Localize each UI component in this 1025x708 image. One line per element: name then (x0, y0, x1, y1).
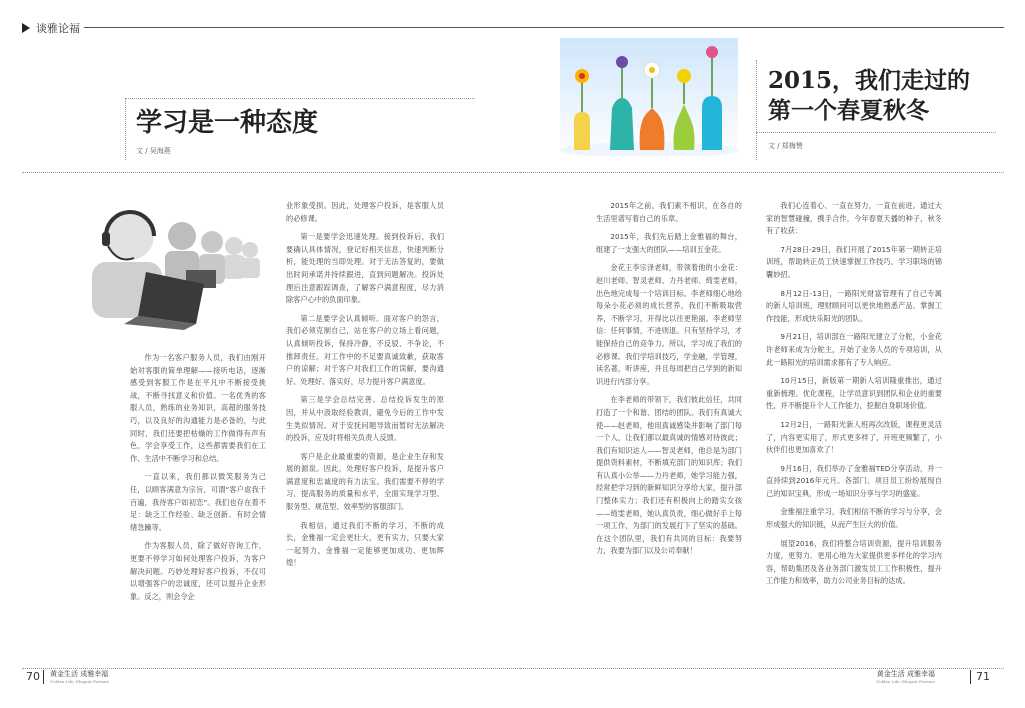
right-article-column-2 (766, 200, 942, 594)
right-divider (520, 172, 1004, 173)
brand-mark (50, 670, 109, 686)
brand-subtitle: Golden Life, Elegant Fortune (876, 679, 935, 684)
title-underline (756, 132, 996, 133)
right-page-number: 71 (976, 670, 990, 683)
paragraph: 我相信，通过我们不断的学习，不断的成长，金雅福一定会更壮大，更有实力，只要大家一起努力，金雅福一定能够更加成功、更加辉煌！ (286, 520, 444, 568)
paragraph: 10月15日，新版第一期新人培训隆重推出，通过重新梳理、优化课程，让学员意识到团队和企业的重要性，并不断提升个人工作能力，挖掘自身职场价值。 (766, 376, 942, 411)
paragraph: 9月21日，培训部在一路阳光建立了分舵，小金花许老师来成为分舵主，开始了业务人员的专项培训，从此一路阳光的培训需求都有了专人响应。 (766, 332, 942, 367)
paragraph: 第一是要学会迅速处理。接到投诉后，我们要确认具体情况，登记好相关信息，快速判断分析，能处理的当即处理。对于无法答复的，要做出时间承诺并持续跟进，直到问题解决。投诉处理后注意跟踪调查，了解客户满意程度，尽力消除客户心中的负面印象。 (286, 232, 444, 305)
paragraph: 客户是企业最重要的资源，是企业生存和发展的源泉。因此，处理好客户投诉，是提升客户满意度和忠诚度的有力法宝。我们需要不停的学习，提高服务的质量和水平，全面实现学习型、服务型、规范型、效率型的客服部门。 (286, 451, 444, 512)
left-page-number: 70 (26, 670, 40, 683)
left-divider (22, 172, 520, 173)
paragraph: 8月12日-13日，一路阳光财富管理有了自己专属的新人培训班，理财顾问可以更快地熟悉产品、掌握工作技能，形成快乐阳光的团队。 (766, 288, 942, 323)
section-header (22, 20, 80, 36)
right-article-byline: 文 / 郑梅赞 (768, 142, 803, 150)
header-rule (84, 27, 1004, 28)
brand-subtitle: Golden Life, Elegant Fortune (50, 679, 109, 684)
title-line: 第一个春夏秋冬 (768, 97, 929, 124)
title-line: 2015，我们走过的 (768, 67, 971, 94)
vases-flowers-photo (560, 38, 738, 156)
play-triangle-icon (22, 23, 30, 33)
paragraph: 2015年之前，我们素不相识，在各自的生活里谱写着自己的乐章。 (596, 201, 742, 223)
paragraph: 一直以来，我们都以微笑服务为己任，以顾客满意为宗旨，可谓“客户虐我千百遍，我待客户如初恋”。我们也存在着不足：缺乏工作经验、缺乏创新、有时会情绪急躁等。 (130, 472, 266, 532)
left-article-column-2 (286, 200, 444, 576)
right-article-column-1 (596, 200, 742, 564)
paragraph: 展望2016，我们将整合培训资源，提升培训服务力度，更努力、更用心地为大家提供更多样化的学习内容，帮助集团及各业务部门激发员工工作积极性，提升工作能力和效率，助力公司业务目标的达成。 (766, 538, 942, 586)
paragraph: 业形象受损。因此，处理客户投诉，是客服人员的必修课。 (286, 201, 444, 223)
title-top-rule (125, 98, 475, 99)
paragraph: 作为一名客户服务人员，我们由刚开始对客服的简单理解——接听电话，逐渐感受到客服工作是在平凡中不断接受挑战，不断寻找意义和价值。一名优秀的客服人员，熟练的业务知识，高超的服务技巧，以及良好的沟通能力是必备的，与此同时，我们还要把枯燥的工作做得有声有色，学会享受工作，这些都需要我们在工作、生活中不断学习和总结。 (130, 353, 266, 463)
left-article-column-1 (130, 352, 266, 609)
paragraph: 2015年，我们先后踏上金雅福的舞台，组建了一支强大的团队——培训五金花。 (596, 232, 742, 254)
right-footer-rule (520, 668, 1004, 669)
brand-name: 黄金生活 成雅幸福 (876, 670, 935, 678)
section-name: 谈雅论福 (36, 22, 80, 35)
paragraph: 第三是学会总结完善。总结投诉发生的原因，并从中汲取经验教训，避免今后的工作中发生类似情况。对于安抚问题导致而暂时无法解决的投诉，应及时将相关负责人反馈。 (286, 395, 444, 443)
footer-separator (43, 670, 44, 684)
title-side-rule (125, 98, 126, 160)
left-footer-rule (22, 668, 520, 669)
title-side-rule (756, 60, 757, 160)
right-article-title (768, 66, 970, 126)
paragraph: 在李老师的带领下，我们彼此信任，共同打造了一个和谐、团结的团队。我们有真诚大使——赵老师，他用真诚感染并影响了部门每一个人，让我们都以最真诚的情感对待彼此；我们有知识达人——智灵老师，他总是为部门提供资料素材，不断填充部门的知识库；我们有认真小公举——力丹老师，她学习能力强，经常把学习到的新鲜知识分享给大家，提升部门整体实力；我们还有积极向上的踏实女孩——绮雯老师，她认真负责，细心做好手上每一项工作，为部门的发展打下了坚实的基础。在这个团队里，我们有共同的目标：我要努力，我要为部门以及公司奉献！ (596, 395, 742, 556)
left-article-title: 学习是一种态度 (136, 108, 319, 138)
paragraph: 金花王李宗泽老师，带领着他的小金花：赵川老师、智灵老师、力丹老师、绮雯老师，出色地完成每一个培训目标。李老师细心地给每朵小花必须的成长营养，我们不断吸取营养，不断学习，开得比以往更艳丽。李老师坚信：任何事情，不进则退。只有坚持学习，才能保持自己的竞争力。所以，学习成了我们的必修课。我们学培训技巧，学金融，学管理，读名著，听讲座，并且每周把自己学到的新知识进行内部分享。 (596, 263, 742, 386)
brand-name: 黄金生活 成雅幸福 (50, 670, 109, 678)
left-article-byline: 文 / 吴海燕 (136, 147, 171, 155)
paragraph: 作为客服人员，除了做好咨询工作，更要不停学习如何处理客户投诉，为客户解决问题。巧妙处理好客户投诉，不仅可以增强客户的忠诚度，还可以提升企业形象。反之，则会令企 (130, 541, 266, 601)
customer-service-headset-illustration (64, 192, 264, 330)
paragraph: 7月28日-29日，我们开展了2015年第一期转正培训班，帮助转正员工快速掌握工作技巧，学习职场的锦囊妙招。 (766, 244, 942, 279)
paragraph: 我们心连着心、一直在努力，一直在前进。通过大家的智慧碰撞、携手合作，今年春夏天播的种子，秋冬有了收获： (766, 201, 942, 236)
footer-separator (970, 670, 971, 684)
paragraph: 9月16日，我们举办了金雅福TED分享活动，并一直持续到2016年元月。各部门、项目员工纷纷展现自己的知识宝典，形成一场知识分享与学习的盛宴。 (766, 463, 942, 498)
paragraph: 12月2日，一路阳光新人班再次改版，课程更灵活了，内容更实用了，形式更多样了，开班更频繁了，小伙伴们也更加喜欢了！ (766, 419, 942, 455)
paragraph: 第二是要学会认真倾听。面对客户的怨言，我们必须克制自己，站在客户的立场上看问题，认真倾听投诉，保持冷静，不反驳、不争论，不推卸责任。对工作中的不足要真诚致歉，获取客户的谅解；对于客户对我们工作的误解，要沟通好、处理好、落实好，尽力提升客户满意度。 (286, 313, 444, 386)
paragraph: 金雅福注重学习，我们相信不断的学习与分享，会形成强大的知识链，从而产生巨大的价值。 (766, 507, 942, 530)
brand-mark (876, 670, 935, 686)
